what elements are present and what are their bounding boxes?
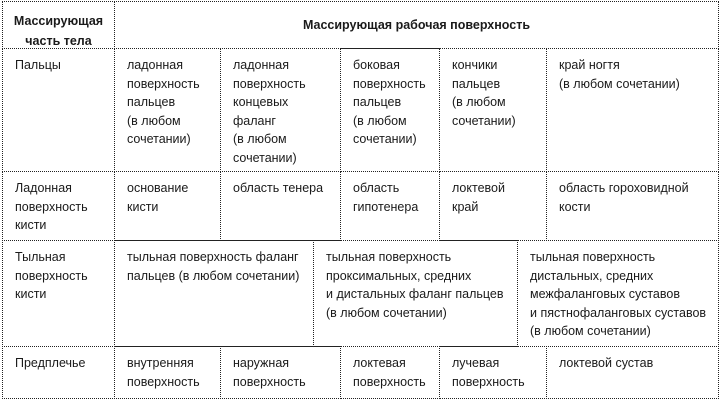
cell-text: кисти	[15, 287, 47, 302]
row-label-back-of-hand	[2, 240, 115, 347]
cell-text: (в любом	[127, 113, 181, 128]
cell-text: поверхность	[127, 76, 200, 91]
cell-text: Ладонная	[15, 181, 72, 195]
cell-text: край	[452, 199, 479, 214]
table-cell	[220, 48, 341, 172]
cell-text: сочетании)	[452, 113, 516, 128]
cell-text: край ногтя	[559, 58, 620, 72]
cell-text: кости	[559, 199, 591, 214]
cell-text: локтевая	[353, 356, 406, 370]
cell-text: тыльная поверхность	[530, 250, 656, 264]
cell-text: (в любом сочетании)	[530, 324, 651, 339]
cell-text: проксимальных, средних	[326, 268, 472, 283]
cell-text: поверхность	[15, 199, 88, 214]
cell-text: кисти	[127, 199, 159, 214]
cell-text: Предплечье	[15, 356, 86, 370]
table-cell	[340, 171, 440, 241]
table-cell	[114, 240, 314, 347]
cell-text: наружная	[233, 356, 290, 370]
table-cell	[114, 48, 221, 172]
cell-text: сочетании)	[127, 132, 191, 147]
cell-text: (в любом	[452, 95, 506, 110]
cell-text: область	[353, 181, 400, 195]
cell-text: поверхность	[15, 268, 88, 283]
cell-text: кисти	[15, 218, 47, 233]
cell-text: сочетании)	[233, 150, 297, 165]
cell-text: область тенера	[233, 181, 324, 195]
cell-text: тыльная поверхность фаланг	[127, 250, 299, 264]
cell-text: область гороховидной	[559, 181, 689, 195]
cell-text: (в любом	[353, 113, 407, 128]
cell-text: основание	[127, 181, 189, 195]
cell-text: поверхность	[233, 76, 306, 91]
cell-text: лучевая	[452, 356, 500, 370]
cell-text: пальцев	[452, 76, 501, 91]
header-text: Массирующая	[13, 14, 104, 28]
cell-text: боковая	[353, 58, 400, 72]
table-cell	[439, 346, 547, 399]
header-text: Массирующая рабочая поверхность	[302, 18, 531, 32]
cell-text: кончики	[452, 58, 498, 72]
cell-text: поверхность	[353, 374, 426, 389]
header-text: часть тела	[25, 34, 92, 48]
cell-text: дистальных, средних	[530, 268, 654, 283]
cell-text: и пястнофаланговых суставов	[530, 305, 707, 320]
table-cell	[313, 240, 518, 347]
table-cell	[340, 48, 440, 172]
cell-text: пальцев (в любом сочетании)	[127, 268, 300, 283]
cell-text: тыльная поверхность	[326, 250, 452, 264]
cell-text: концевых	[233, 95, 289, 110]
cell-text: (в любом сочетании)	[559, 76, 680, 91]
table-cell	[220, 171, 341, 241]
table-cell	[439, 171, 547, 241]
row-label-fingers	[2, 48, 115, 172]
cell-text: пальцев	[353, 95, 402, 110]
table-cell	[546, 171, 719, 241]
table-cell	[340, 346, 440, 399]
cell-text: фаланг	[233, 113, 276, 128]
cell-text: (в любом сочетании)	[326, 305, 447, 320]
table-cell	[546, 48, 719, 172]
cell-text: поверхность	[452, 374, 525, 389]
table-cell	[517, 240, 719, 347]
table-cell	[114, 346, 221, 399]
header-body-part	[2, 1, 115, 49]
cell-text: Тыльная	[15, 250, 66, 264]
row-label-palm	[2, 171, 115, 241]
cell-text: поверхность	[127, 374, 200, 389]
cell-text: межфаланговых суставов	[530, 287, 680, 302]
cell-text: локтевой	[452, 181, 505, 195]
table-cell	[439, 48, 547, 172]
cell-text: и дистальных фаланг пальцев	[326, 287, 504, 302]
cell-text: сочетании)	[353, 132, 417, 147]
cell-text: поверхность	[233, 374, 306, 389]
cell-text: гипотенера	[353, 199, 419, 214]
header-working-surface	[114, 1, 719, 49]
cell-text: внутренняя	[127, 356, 194, 370]
row-label-forearm	[2, 346, 115, 399]
cell-text: поверхность	[353, 76, 426, 91]
cell-text: локтевой сустав	[559, 356, 654, 370]
cell-text: ладонная	[233, 58, 290, 72]
cell-text: Пальцы	[15, 58, 61, 72]
table-cell	[114, 171, 221, 241]
cell-text: ладонная	[127, 58, 184, 72]
cell-text: пальцев	[127, 95, 176, 110]
table-cell	[220, 346, 341, 399]
table-cell	[546, 346, 719, 399]
cell-text: (в любом	[233, 132, 287, 147]
